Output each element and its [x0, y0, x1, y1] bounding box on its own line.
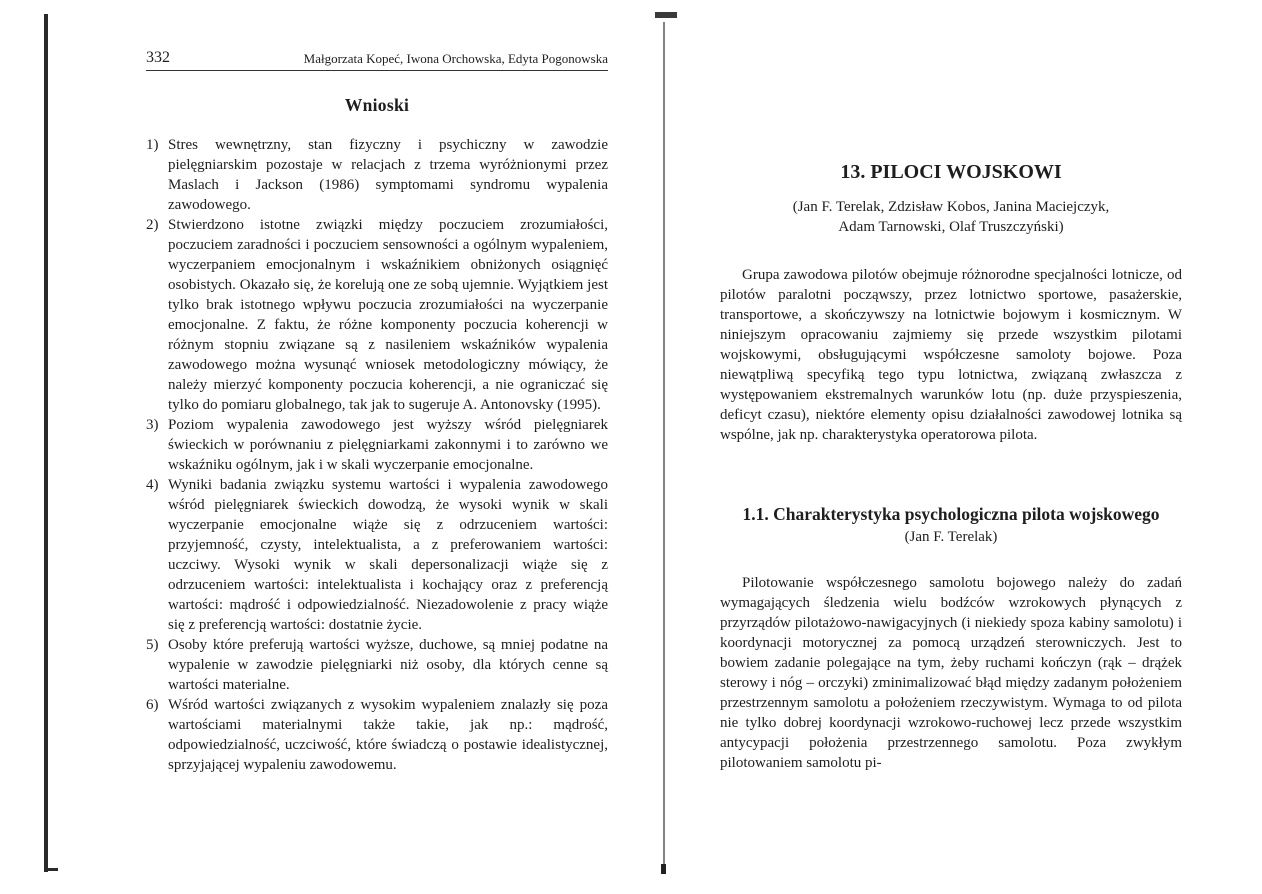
item-number: 5)	[146, 637, 159, 653]
item-text: Stwierdzono istotne związki między poczuciem zrozumiałości, poczuciem zaradności i poczuciem sensowności a ogólnym wypaleniem, wyczerpaniem emocjonalnym i wskaźnikiem obniżonych osiągnięć osobistych. Okazało się, że korelują one ze sobą ujemnie. Wyjątkiem jest tylko brak istotnego wpływu poczucia zrozumiałości na wyczerpanie emocjonalne. Z faktu, że różne komponenty poczucia koherencji w różnym stopniu związane są z nasileniem wskaźników wypalenia zawodowego można wysunąć wniosek metodologiczny mówiący, że należy mierzyć komponenty poczucia koherencji, a nie ograniczać się tylko do pomiaru globalnego, tak jak to sugeruje A. Antonovsky (1995).	[168, 217, 608, 413]
pilot-paragraph: Pilotowanie współczesnego samolotu bojowego należy do zadań wymagających śledzenia wielu bodźców wzrokowych płynących z przyrządów pilotażowo-nawigacyjnych (i niekiedy spoza kabiny samolotu) i koordynacji motorycznej za pomocą urządzeń sterowniczych. Jest to bowiem zadanie polegające na tym, żeby ruchami kończyn (rąk – drążek sterowy i nóg – orczyki) zminimalizować błąd między zadanym położeniem przestrzennym samolotu a położeniem rzeczywistym. Wymaga to od pilota nie tylko dobrej koordynacji wzrokowo-ruchowej lecz przede wszystkim antycypacji położenia przestrzennego samolotu. Poza zwykłym pilotowaniem samolotu pi-	[720, 575, 1182, 771]
item-number: 6)	[146, 697, 159, 713]
conclusion-item-3	[146, 415, 608, 475]
conclusion-item-6	[146, 695, 608, 775]
running-head-authors: Małgorzata Kopeć, Iwona Orchowska, Edyta Pogonowska	[303, 51, 608, 66]
running-head	[146, 48, 608, 71]
chapter-authors-line-1: (Jan F. Terelak, Zdzisław Kobos, Janina Maciejczyk,	[792, 199, 1110, 215]
page-number: 332	[146, 49, 170, 66]
item-text: Stres wewnętrzny, stan fizyczny i psychiczny w zawodzie pielęgniarskim pozostaje w relacjach z trzema wyróżnionymi przez Maslach i Jackson (1986) symptomami syndromu wypalenia zawodowego.	[168, 137, 608, 213]
item-number: 1)	[146, 137, 159, 153]
intro-paragraph: Grupa zawodowa pilotów obejmuje różnorodne specjalności lotnicze, od pilotów paralotni począwszy, przez lotnictwo sportowe, pasażerskie, transportowe, a skończywszy na lotnictwie bojowym i kosmicznym. W niniejszym opracowaniu zajmiemy się przede wszystkim pilotami wojskowymi, obsługującymi współczesne samoloty bojowe. Poza niewątpliwą specyfiką tego typu lotnictwa, związaną zwłaszcza z występowaniem ekstremalnych warunków lotu (np. duże przyspieszenia, deficyt czasu), niektóre elementy opisu działalności zawodowej lotnika są wspólne, jak np. charakterystyka operatorowa pilota.	[720, 267, 1182, 443]
conclusions-list	[146, 135, 608, 775]
item-text: Osoby które preferują wartości wyższe, duchowe, są mniej podatne na wypalenie w zawodzie pielęgniarki niż osoby, dla których cenne są wartości materialne.	[168, 637, 608, 693]
subsection-title: 1.1. Charakterystyka psychologiczna pilota wojskowego	[742, 504, 1160, 524]
item-text: Wśród wartości związanych z wysokim wypaleniem znalazły się poza wartościami materialnymi także takie, jak np.: mądrość, odpowiedzialność, uczciwość, które świadczą o postawie idealistycznej, sprzyjającej wypaleniu zawodowemu.	[168, 697, 608, 773]
item-number: 4)	[146, 477, 159, 493]
right-page	[650, 0, 1262, 894]
item-number: 3)	[146, 417, 159, 433]
section-title-wnioski: Wnioski	[344, 95, 410, 115]
item-text: Wyniki badania związku systemu wartości i wypalenia zawodowego wśród pielęgniarek świeckich dowodzą, że wysoki wynik w skali wyczerpanie emocjonalne wiąże się z odrzuceniem wartości: przyjemność, czysty, intelektualista, a z preferowaniem wartości: uczciwy. Wysoki wynik w skali depersonalizacji wiąże się z odrzuceniem wartości: intelektualista i kochający oraz z preferencją wartości: mądrość i odpowiedzialność. Niezadowolenie z pracy wiąże się z preferencją wartości: dostatnie życie.	[168, 477, 608, 633]
chapter-authors	[720, 197, 1182, 237]
chapter-title: 13. PILOCI WOJSKOWI	[840, 161, 1062, 183]
conclusion-item-5	[146, 635, 608, 695]
subsection-author: (Jan F. Terelak)	[904, 529, 998, 545]
chapter-authors-line-2: Adam Tarnowski, Olaf Truszczyński)	[838, 219, 1064, 235]
conclusion-item-2	[146, 215, 608, 415]
conclusion-item-1	[146, 135, 608, 215]
item-number: 2)	[146, 217, 159, 233]
conclusion-item-4	[146, 475, 608, 635]
item-text: Poziom wypalenia zawodowego jest wyższy wśród pielęgniarek świeckich w porównaniu z pielęgniarkami zakonnymi i to zarówno we wskaźniku ogólnym, jak i w skali wyczerpanie emocjonalne.	[168, 417, 608, 473]
